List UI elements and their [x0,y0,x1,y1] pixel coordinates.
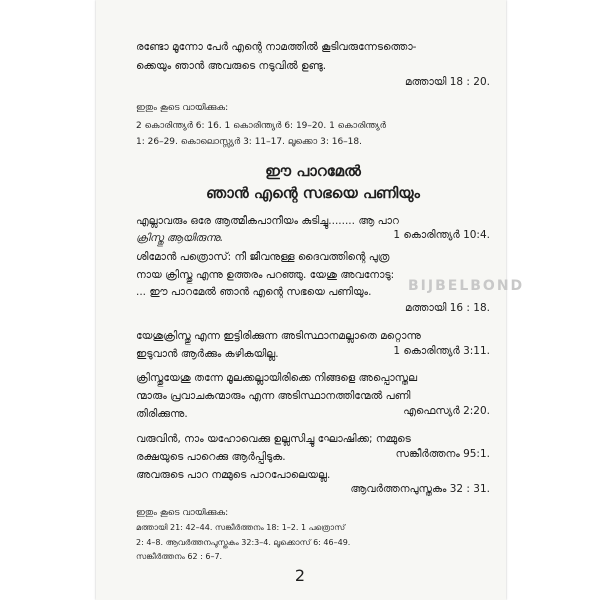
verse-reference: എഫെസ്യർ 2:20. [403,405,490,417]
verse-line: ... ഈ പാറമേൽ ഞാൻ എന്റെ സഭയെ പണിയും. [136,286,372,298]
verse-reference: 1 കൊരിന്ത്യർ 10:4. [393,229,490,241]
verse-line: ക്കെയും ഞാൻ അവരുടെ നടുവിൽ ഉണ്ടു. [136,60,327,72]
page-number: 2 [294,566,306,585]
verse-reference: ആവർത്തനപുസ്തകം 32 : 31. [350,483,490,495]
verse-line: രണ്ടോ മൂന്നോ പേർ എന്റെ നാമത്തിൽ കൂടിവരുന്നേടത്തൊ- [136,41,417,53]
also-read-heading: ഇതും കൂടെ വായിക്കുക: [136,508,229,518]
verse-line: യേശുക്രിസ്തു എന്ന ഇട്ടിരിക്കുന്ന അടിസ്ഥാനമല്ലാതെ മറ്റൊന്നു [136,330,421,342]
verse-line: എല്ലാവരും ഒരേ ആത്മീകപാനീയം കുടിച്ചു........ ആ പാറ [136,215,399,227]
verse-line: രക്ഷയുടെ പാറെക്കു ആർപ്പിടുക. [136,451,286,463]
verse-line: വരുവിൻ, നാം യഹോവെക്കു ഉല്ലസിച്ചു ഘോഷിക്ക; നമ്മുടെ [136,433,411,445]
verse-reference: മത്തായി 18 : 20. [405,76,490,88]
section-heading: ഞാൻ എന്റെ സഭയെ പണിയും [206,184,420,202]
verse-line: ക്രിസ്തുയേശു തന്നേ മൂലക്കല്ലായിരിക്കെ നിങ്ങളെ അപ്പൊസ്തല [136,372,418,384]
verse-line: ശിമോൻ പത്രൊസ്: നീ ജീവനുള്ള ദൈവത്തിന്റെ പുത്ര [136,251,390,263]
verse-reference: 1 കൊരിന്ത്യർ 3:11. [393,345,490,357]
verse-line: ഇടുവാൻ ആർക്കും കഴികയില്ല. [136,348,279,360]
verse-line: നായ ക്രിസ്തു എന്നു ഉത്തരം പറഞ്ഞു. യേശു അവനോടു: [136,269,395,281]
verse-reference: സങ്കീർത്തനം 95:1. [395,448,490,460]
verse-line: തിരിക്കുന്നു. [136,408,188,420]
verse-line: ക്രിസ്തു ആയിരുന്നു. [136,232,224,244]
cross-references: മത്തായി 21: 42–44. സങ്കീർത്തനം 18: 1–2. 1 പത്രൊസ് [136,523,346,532]
cross-references: 2: 4–8. ആവർത്തനപുസ്തകം 32:3–4. ലൂക്കൊസ് 6: 46–49. [136,538,351,547]
verse-line: അവരുടെ പാറ നമ്മുടെ പാറപോലെയല്ല. [136,469,331,481]
also-read-heading: ഇതും കൂടെ വായിക്കുക: [136,103,229,113]
section-heading: ഈ പാറമേൽ [265,162,361,180]
verse-line: ന്മാരും പ്രവാചകന്മാരും എന്ന അടിസ്ഥാനത്തിന്മേൽ പണി [136,390,411,402]
cross-references: 1: 26–29. കൊലൊസ്സ്യർ 3: 11–17. ലൂക്കൊ 3: 16–18. [136,137,362,147]
watermark-logo: BIJBELBOND [408,278,525,294]
cross-references: 2 കൊരിന്ത്യർ 6: 16. 1 കൊരിന്ത്യർ 6: 19–20. 1 കൊരിന്ത്യർ [136,121,386,131]
cross-references: സങ്കീർത്തനം 62 : 6–7. [136,552,223,561]
verse-reference: മത്തായി 16 : 18. [405,302,490,314]
